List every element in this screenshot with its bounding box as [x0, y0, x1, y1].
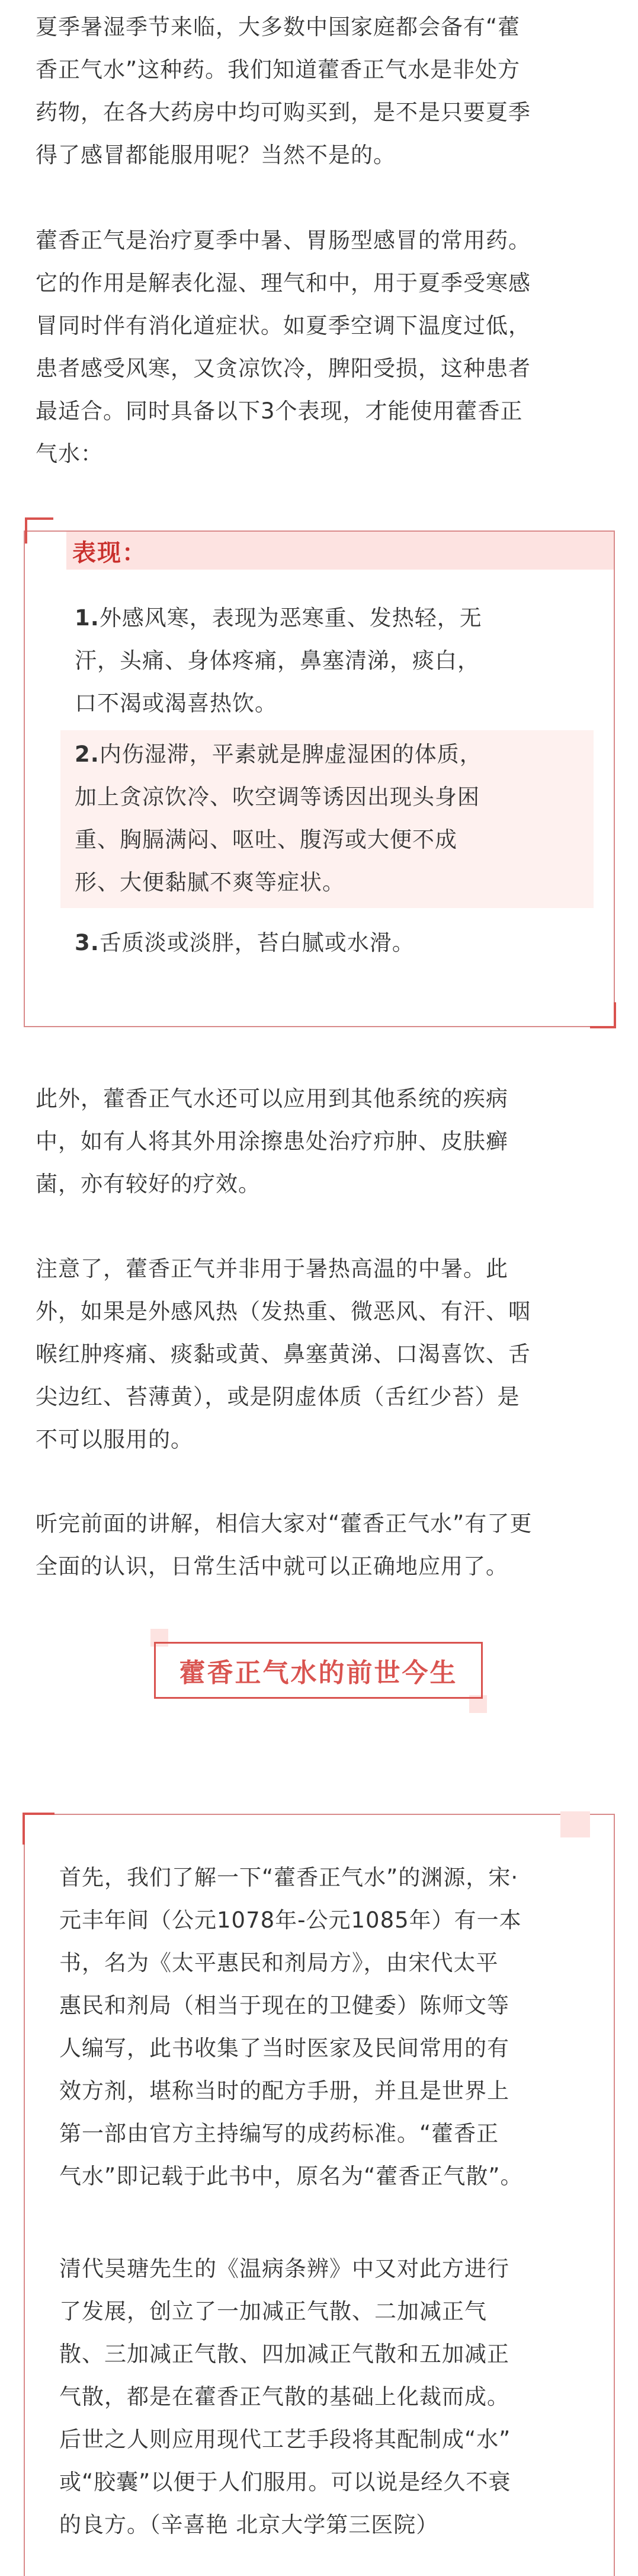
symptoms-box [24, 530, 615, 1027]
symptom-item-1 [75, 597, 584, 725]
external-use-paragraph: 此外，藿香正气水还可以应用到其他系统的疾病 中，如有人将其外用涂擦患处治疗疖肿、皮肤癣 菌，亦有较好的疗效。 [36, 1086, 508, 1197]
usage-paragraph: 藿香正气是治疗夏季中暑、胃肠型感冒的常用药。 它的作用是解表化湿、理气和中，用于夏季受寒感 冒同时伴有消化道症状。如夏季空调下温度过低， 患者感受风寒，又贪凉饮冷，脾阳受损，这种患者 最适合。同时具备以下3个表现，才能使用藿香正 气水： [36, 228, 531, 466]
symptoms-title: 表现： [72, 539, 147, 567]
section-heading [154, 1642, 483, 1699]
symptom-item-3 [75, 922, 584, 964]
item-text: 舌质淡或淡胖，苔白腻或水滑。 [99, 930, 415, 955]
symptom-item-2 [75, 733, 584, 904]
corner-decoration [23, 1813, 54, 1845]
intro-paragraph: 夏季暑湿季节来临，大多数中国家庭都会备有“藿 香正气水”这种药。我们知道藿香正气水是非处方 药物，在各大药房中均可购买到，是不是只要夏季 得了感冒都能服用呢？当然不是的。 [36, 14, 531, 168]
item-text: 内伤湿滞，平素就是脾虚湿困的体质， 加上贪凉饮冷、吹空调等诱因出现头身困 重、胸膈满闷、呕吐、腹泻或大便不成 形、大便黏腻不爽等症状。 [75, 742, 482, 895]
history-paragraph-2: 清代吴瑭先生的《温病条辨》中又对此方进行 了发展，创立了一加减正气散、二加减正气 散、三加减正气散、四加减正气散和五加减正 气散，都是在藿香正气散的基础上化裁而成。 后世之人则应用现代工艺手段将其配制成“水” 或“胶囊”以便于人们服用。可以说是经久不衰 的良方。（辛喜艳 北京大学第三医院） [59, 2256, 511, 2537]
item-number: 1. [75, 605, 100, 631]
item-number: 2. [75, 742, 100, 767]
caution-paragraph: 注意了，藿香正气并非用于暑热高温的中暑。此 外，如果是外感风热（发热重、微恶风、有汗、咽 喉红肿疼痛、痰黏或黄、鼻塞黄涕、口渴喜饮、舌 尖边红、苔薄黄），或是阴虚体质（舌红少苔）是 不可以服用的。 [36, 1256, 531, 1452]
history-box [24, 1814, 615, 2576]
item-text: 外感风寒，表现为恶寒重、发热轻，无 汗，头痛、身体疼痛，鼻塞清涕，痰白， 口不渴或渴喜热饮。 [75, 605, 482, 716]
corner-decoration [590, 1002, 616, 1028]
symptoms-box-header-bar [66, 532, 614, 570]
corner-decoration [25, 517, 53, 544]
history-paragraph-1: 首先，我们了解一下“藿香正气水”的渊源，宋· 元丰年间（公元1078年-公元1085年）有一本 书，名为《太平惠民和剂局方》，由宋代太平 惠民和剂局（相当于现在的卫健委）陈师文等 人编写，此书收集了当时医家及民间常用的有 效方剂，堪称当时的配方手册，并且是世界上 第一部由官方主持编写的成药标准。“藿香正 气水”即记载于此书中，原名为“藿香正气散”。 [59, 1865, 523, 2189]
item-number: 3. [75, 930, 100, 955]
box-tag-decoration [560, 1811, 590, 1837]
section-heading-text: 藿香正气水的前世今生 [179, 1658, 458, 1688]
summary-paragraph: 听完前面的讲解，相信大家对“藿香正气水”有了更 全面的认识，日常生活中就可以正确地应用了。 [36, 1511, 533, 1579]
